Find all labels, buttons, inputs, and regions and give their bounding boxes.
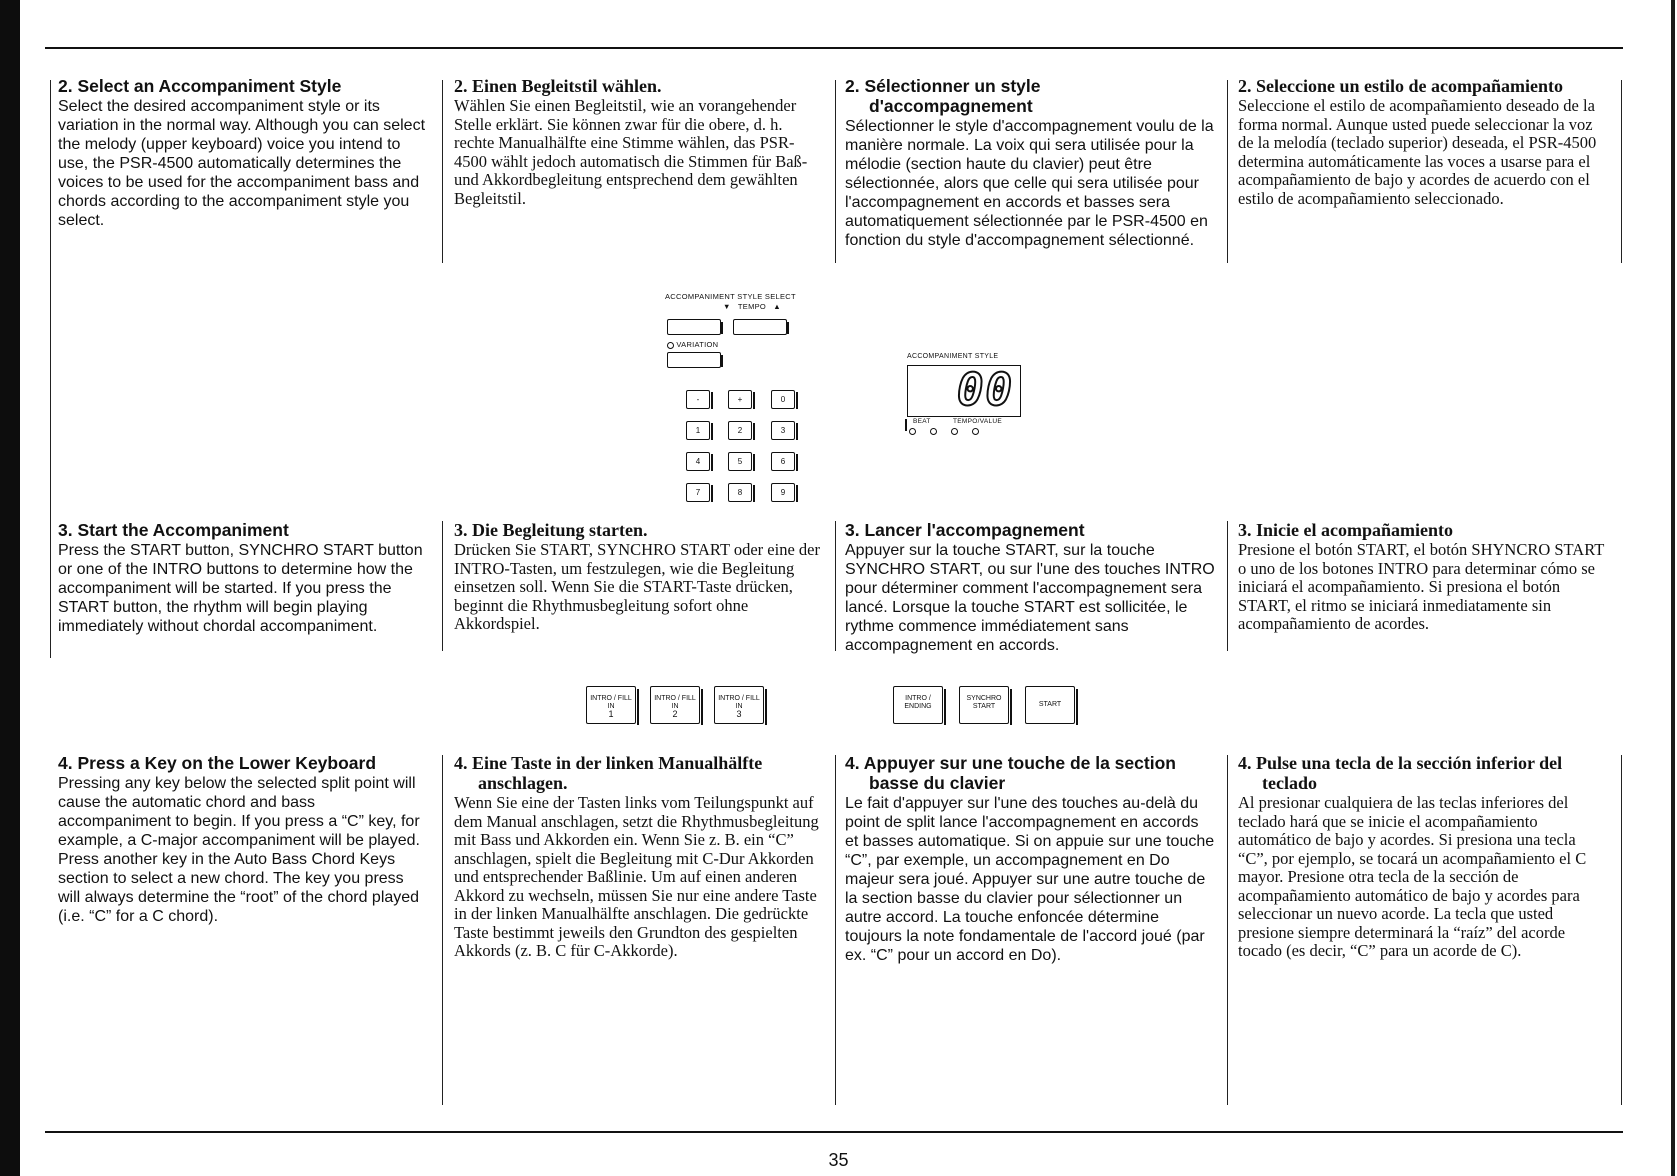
section-2-french [845,76,1215,250]
section-body: Select the desired accompaniment style or its variation in the normal way. Although you can select the melody (upper keyboard) voice you intend to use, the PSR-4500 automatically determines the voices to be used for the accompaniment bass and chords according to the accompaniment style you select. [58,98,426,229]
panel-header: ACCOMPANIMENT STYLE SELECT [665,292,796,301]
style-display-diagram [905,353,1045,443]
button-label: INTRO / FILL IN [654,695,696,710]
section-heading: 2. Einen Begleitstil wählen. [454,76,662,96]
beat-led-2 [930,428,937,435]
tempo-label: TEMPO [737,302,767,311]
key-8[interactable]: 8 [728,483,752,502]
section-body: Pressing any key below the selected split point will cause the automatic chord and bass accompaniment to begin. If you press a “C” key, for example, a C-major accompaniment will be played. Press another key in the Auto Bass Chord Keys section to select a new chord. The key you press will always determine the “root” of the chord played (i.e. “C” for a C chord). [58,775,420,925]
synchro-start-button[interactable] [959,686,1009,724]
intro-fill-buttons-diagram [586,686,786,732]
key-4[interactable]: 4 [686,452,710,471]
intro-fill-in-3-button[interactable] [714,686,764,724]
section-heading: 3. Lancer l'accompagnement [845,520,1085,540]
section-3-english [58,520,428,636]
beat-led-3 [951,428,958,435]
heading-line-cont: d'accompagnement [869,96,1033,116]
heading-line: 2. Sélectionner un style [845,76,1041,96]
heading-line-cont: anschlagen. [478,773,568,793]
intro-ending-button[interactable] [893,686,943,724]
section-heading: 3. Start the Accompaniment [58,520,289,540]
section-4-french [845,753,1215,965]
section-heading [845,753,1215,793]
button-label: SYNCHRO START [966,695,1002,710]
beat-label: BEAT [913,418,931,425]
scan-edge-right [1671,0,1675,1176]
section-heading: 2. Select an Accompaniment Style [58,76,342,96]
section-body: Al presionar cualquiera de las teclas inferiores del teclado hará que se inicie el acompañamiento automático de bajo y acordes. Si presiona una tecla “C”, por ejemplo, se tocará un acompañamiento el C mayor. Presione otra tecla de la sección de acompañamiento automático de bajo y acordes para seleccionar un nuevo acorde. La tecla que usted presione siempre determinará la “raíz” del acorde tocado (es decir, “C” para un acorde de C). [1238,793,1587,960]
beat-bracket [905,419,907,431]
column-margin-line [50,80,51,658]
section-3-french [845,520,1215,655]
key-minus[interactable]: - [686,390,710,409]
heading-line-cont: basse du clavier [869,773,1006,793]
tempo-up-button[interactable] [733,319,787,335]
variation-led-icon [667,342,674,349]
section-4-german [454,753,824,961]
display-digits: 00 [957,365,1014,416]
intro-fill-in-1-button[interactable] [586,686,636,724]
key-0[interactable]: 0 [771,390,795,409]
section-body: Le fait d'appuyer sur l'une des touches au-delà du point de split lance l'accompagnement en accords et basses automatique. Si on appuie sur une touche “C”, par exemple, un accompagnement en Do majeur sera joué. Appuyer sur une autre touche de la section basse du clavier pour sélectionner un autre accord. La touche enfoncée détermine toujours la note fondamentale de l'accord joué (par ex. “C” pour un accord en Do). [845,795,1215,964]
key-1[interactable]: 1 [686,421,710,440]
column-divider [835,80,836,263]
section-body: Appuyer sur la touche START, sur la touche SYNCHRO START, ou sur l'une des touches INTRO pour déterminer comment l'accompagnement sera lancé. Lorsque la touche START est sollicitée, le rythme commence immédiatement sans accompagnement en accords. [845,542,1215,654]
display-header: ACCOMPANIMENT STYLE [907,353,999,360]
button-number: 3 [736,709,742,719]
start-button[interactable] [1025,686,1075,724]
section-4-english [58,753,428,926]
led-display [907,365,1021,417]
column-divider [442,80,443,263]
heading-line: 4. Pulse una tecla de la sección inferior del [1238,753,1563,773]
section-2-spanish [1238,76,1608,208]
column-divider [835,755,836,1105]
start-buttons-diagram [893,686,1093,732]
button-number: 2 [672,709,678,719]
section-2-german [454,76,824,208]
button-label: INTRO / ENDING [904,695,932,710]
top-rule [45,47,1623,49]
key-plus[interactable]: + [728,390,752,409]
column-divider [1227,521,1228,651]
tempo-up-arrow-icon: ▲ [773,302,781,311]
section-body: Press the START button, SYNCHRO START button or one of the INTRO buttons to determine how the accompaniment will be started. If you press the START button, the rhythm will begin playing immediately without chordal accompaniment. [58,542,423,635]
heading-line-cont: teclado [1262,773,1317,793]
section-body: Sélectionner le style d'accompagnement voulu de la manière normale. La voix qui sera utilisée pour la mélodie (section haute du clavier) peut être sélectionnée, alors que celle qui sera utilisée pour l'accompagnement en accords et basses sera automatiquement sélectionnée par le PSR-4500 en fonction du style d'accompagnement sélectionné. [845,118,1214,249]
tempo-label-row [723,302,781,311]
section-body: Drücken Sie START, SYNCHRO START oder eine der INTRO-Tasten, um festzulegen, wie die Begleitung einsetzen soll. Wenn Sie die START-Taste drücken, beginnt die Rhythmusbegleitung sofort ohne Akkordspiel. [454,540,820,633]
heading-line: 4. Eine Taste in der linken Manualhälfte [454,753,763,773]
section-heading: 3. Inicie el acompañamiento [1238,520,1453,540]
column-divider [1621,755,1622,1105]
column-divider [1227,80,1228,263]
section-body: Seleccione el estilo de acompañamiento deseado de la forma normal. Aunque usted puede seleccionar la voz de la melodía (teclado superior) deseada, el PSR-4500 determina automáticamente las voces a usarse para el acompañamiento de bajo y acordes de acuerdo con el estilo de acompañamiento seleccionado. [1238,96,1597,208]
style-select-panel-diagram [665,292,835,502]
column-divider [835,521,836,651]
section-heading: 3. Die Begleitung starten. [454,520,648,540]
button-label: INTRO / FILL IN [718,695,760,710]
key-9[interactable]: 9 [771,483,795,502]
beat-led-4 [972,428,979,435]
section-heading [845,76,1215,116]
tempo-down-arrow-icon: ▼ [723,302,731,311]
section-3-german [454,520,824,634]
column-divider [442,521,443,651]
column-divider [1621,80,1622,263]
column-divider [442,755,443,1105]
key-5[interactable]: 5 [728,452,752,471]
section-3-spanish [1238,520,1608,634]
section-heading [454,753,824,793]
bottom-rule [45,1131,1623,1133]
tempo-down-button[interactable] [667,319,721,335]
button-label: INTRO / FILL IN [590,695,632,710]
section-heading [1238,753,1608,793]
section-heading: 4. Press a Key on the Lower Keyboard [58,753,377,773]
key-2[interactable]: 2 [728,421,752,440]
variation-label-row [667,340,718,349]
column-divider [1227,755,1228,1105]
key-6[interactable]: 6 [771,452,795,471]
page-number: 35 [828,1150,849,1170]
tempo-value-label: TEMPO/VALUE [953,418,1003,425]
section-heading: 2. Seleccione un estilo de acompañamiento [1238,76,1563,96]
heading-line: 4. Appuyer sur une touche de la section [845,753,1176,773]
button-number: 1 [608,709,614,719]
key-7[interactable]: 7 [686,483,710,502]
section-2-english [58,76,428,230]
key-3[interactable]: 3 [771,421,795,440]
variation-button[interactable] [667,352,721,368]
section-body: Wenn Sie eine der Tasten links vom Teilungspunkt auf dem Manual anschlagen, setzt die Rhythmusbegleitung mit Bass und Akkorden ein. Wenn Sie z. B. ein “C” anschlagen, spielt die Begleitung mit C-Dur Akkorden und entsprechender Baßlinie. Um auf einen anderen Akkord zu wechseln, müssen Sie nur eine andere Taste in der linken Manualhälfte anschlagen. Die gedrückte Taste bestimmt jeweils den Grundton des gespielten Akkords (z. B. C für C-Akkorde). [454,793,819,960]
variation-label: VARIATION [676,340,719,349]
scan-edge-left [0,0,20,1176]
section-4-spanish [1238,753,1608,961]
intro-fill-in-2-button[interactable] [650,686,700,724]
section-body: Wählen Sie einen Begleitstil, wie an vorangehender Stelle erklärt. Sie können zwar für die obere, d. h. rechte Manualhälfte eine Stimme wählen, das PSR-4500 wählt jedoch automatisch die Stimmen für Baß- und Akkordbegleitung entsprechend dem gewählten Begleitstil. [454,96,808,208]
section-body: Presione el botón START, el botón SHYNCRO START o uno de los botones INTRO para determinar cómo se iniciará el acompañamiento. Si presiona el botón START, el ritmo se iniciará inmediatamente sin acompañamiento de acordes. [1238,540,1605,633]
button-label: START [1038,701,1062,708]
beat-led-1 [909,428,916,435]
